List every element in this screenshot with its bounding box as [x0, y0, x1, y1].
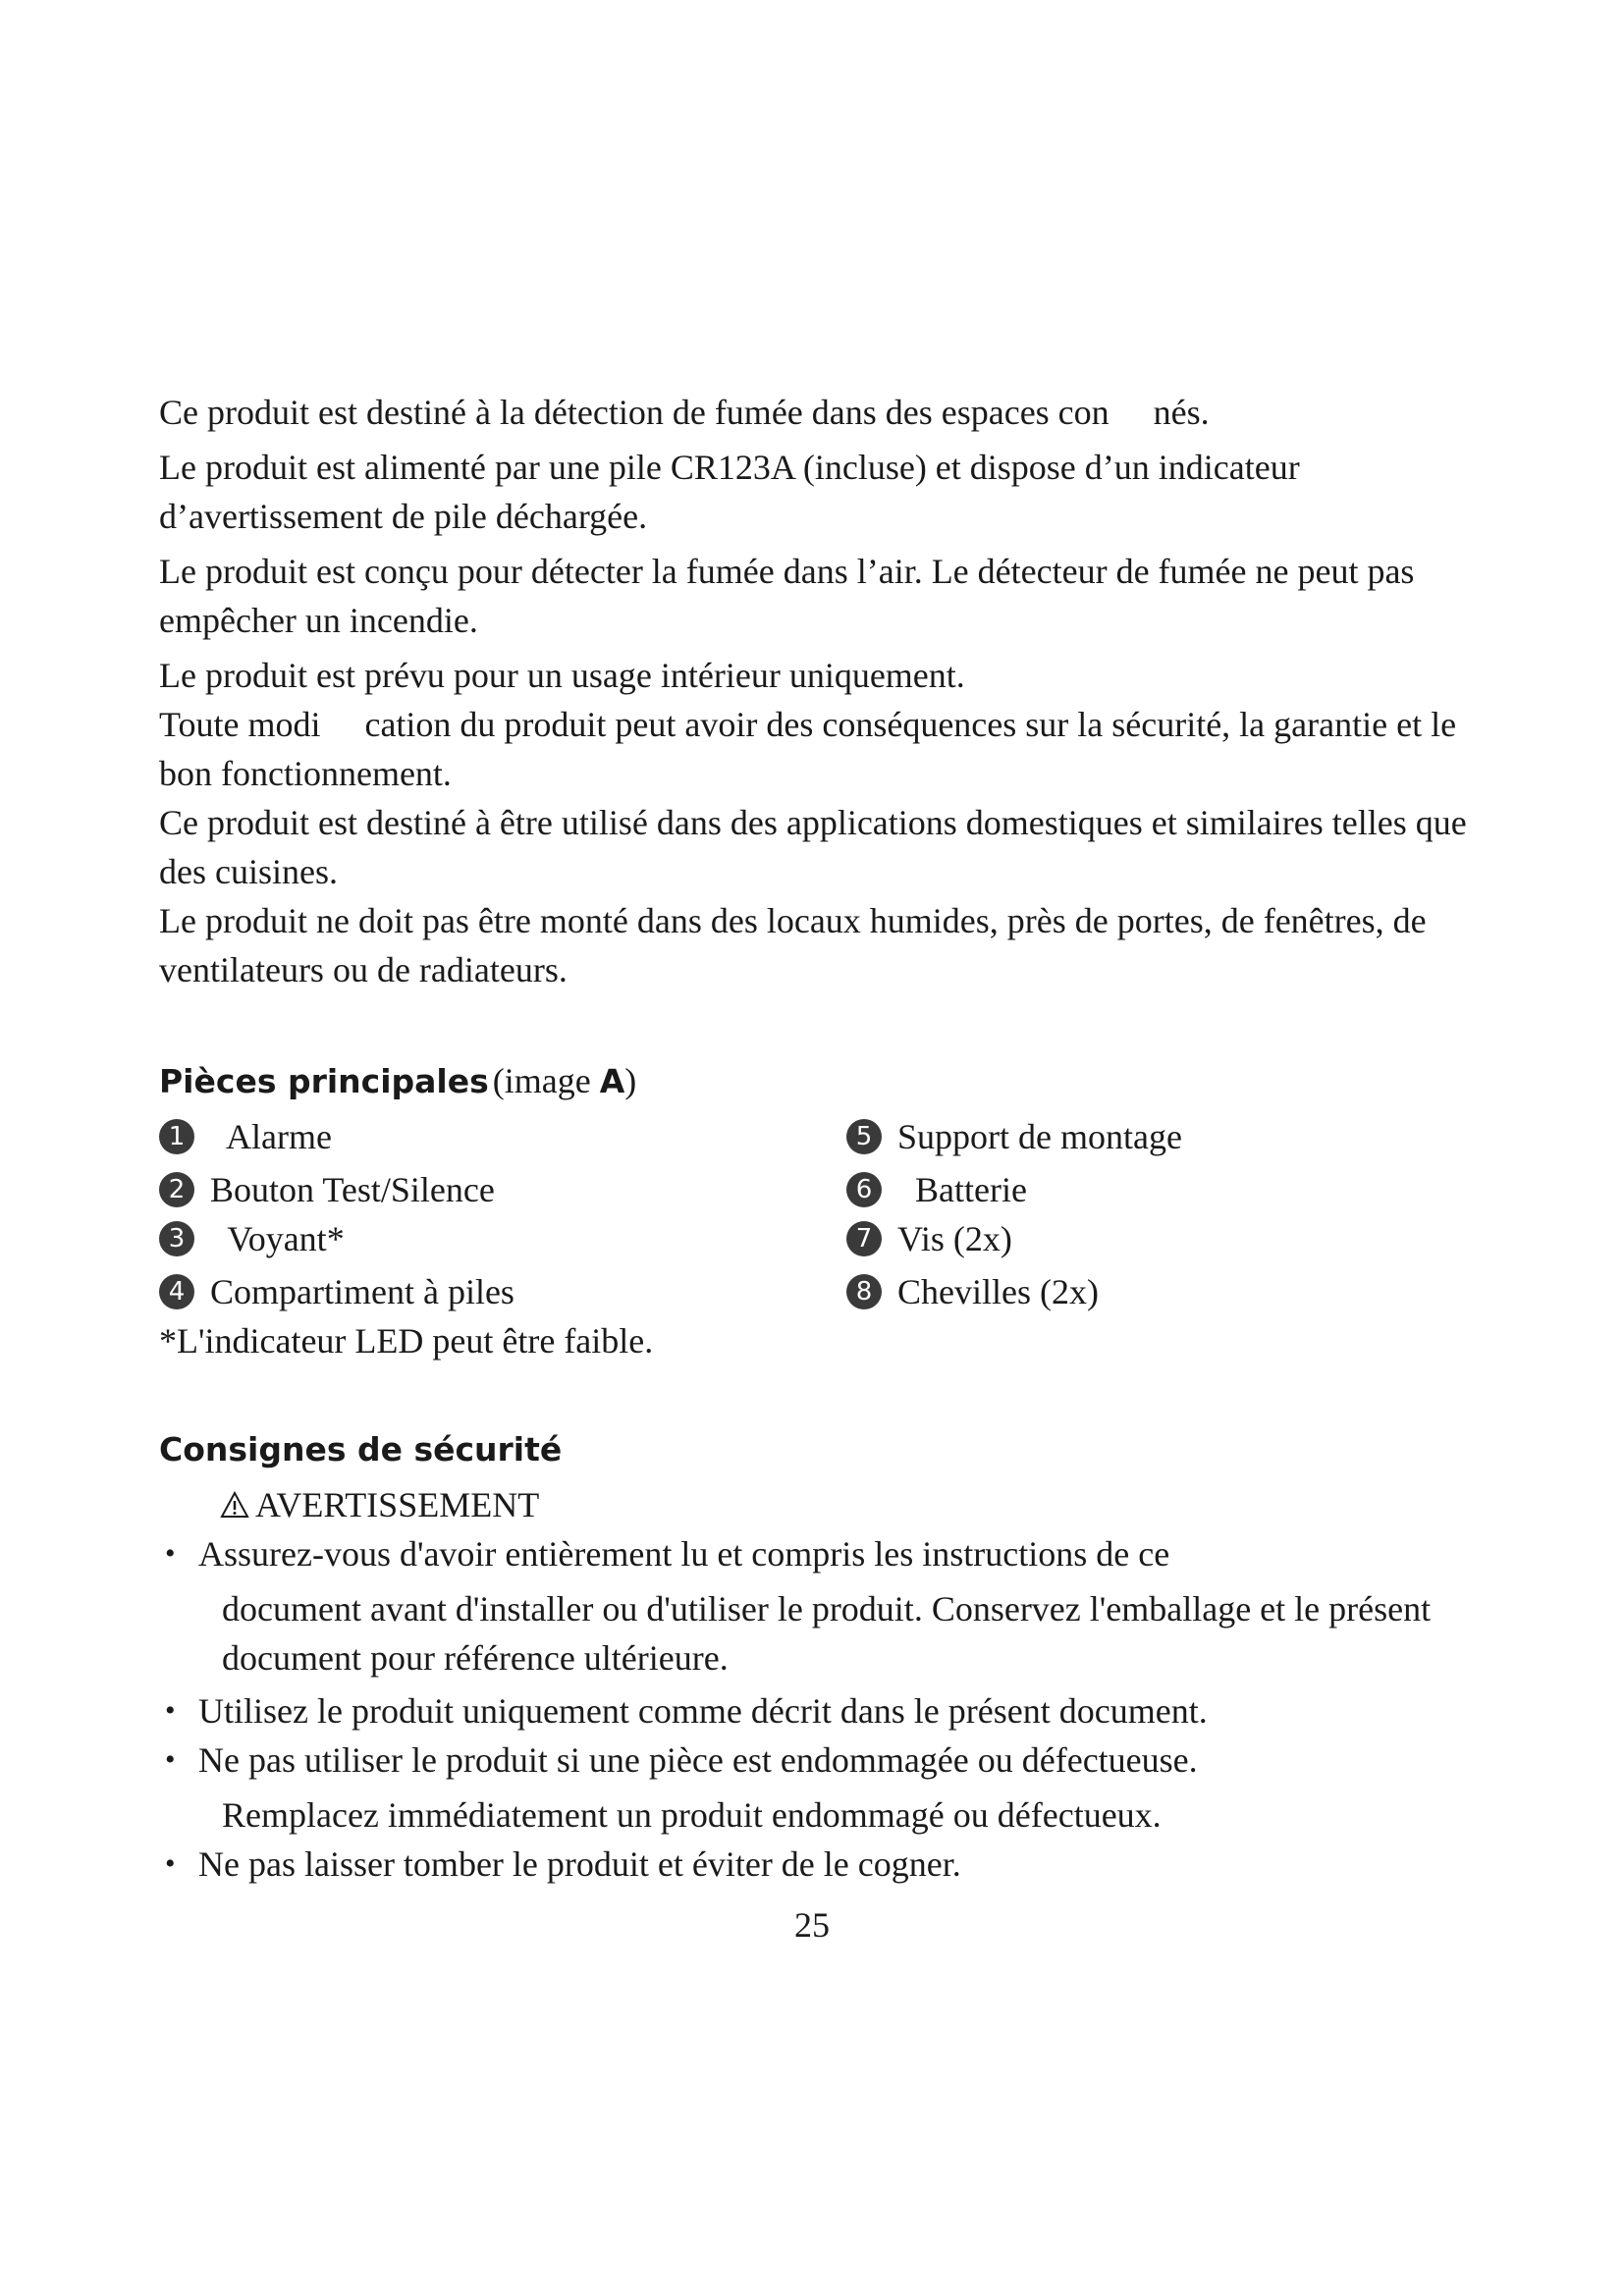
part-item	[159, 1267, 846, 1316]
bullet-icon: •	[165, 1847, 176, 1880]
part-item	[846, 1214, 1435, 1263]
safety-rule-text: Assurez-vous d'avoir entièrement lu et compris les instructions de ce	[198, 1534, 1170, 1574]
parts-heading	[159, 1057, 1475, 1112]
intro-paragraph: Ce produit est destiné à être utilisé dans des applications domestiques et similaires telles que des cuisines.	[159, 803, 1476, 891]
warning-text: AVERTISSEMENT	[255, 1485, 540, 1524]
safety-rule-text: Ne pas utiliser le produit si une pièce est endommagée ou défectueuse.	[198, 1740, 1198, 1780]
parts-image-ref	[493, 1061, 637, 1100]
parts-image-prefix: (image	[492, 1061, 600, 1100]
intro-paragraph: Toute modi cation du produit peut avoir des conséquences sur la sécurité, la garantie et le bon fonctionnement.	[159, 705, 1466, 793]
parts-list	[159, 1112, 1475, 1316]
part-label: Compartiment à piles	[210, 1272, 514, 1311]
part-item	[159, 1112, 846, 1161]
bullet-icon: •	[165, 1537, 176, 1570]
safety-title: Consignes de sécurité	[159, 1430, 563, 1468]
part-label: Chevilles (2x)	[897, 1272, 1099, 1311]
part-number-badge: 7	[846, 1221, 882, 1256]
safety-rule	[159, 1529, 1475, 1682]
part-label: Alarme	[210, 1117, 332, 1156]
bullet-icon: •	[165, 1743, 176, 1776]
part-item	[846, 1267, 1435, 1316]
safety-rule-text: Ne pas laisser tomber le produit et éviter de le cogner.	[198, 1844, 961, 1884]
part-label: Batterie	[897, 1170, 1027, 1209]
part-label: Vis (2x)	[897, 1219, 1012, 1258]
part-item	[159, 1214, 846, 1263]
part-number-badge: 5	[846, 1119, 882, 1154]
intro-section	[159, 388, 1475, 994]
intro-paragraph: Le produit est prévu pour un usage intérieur uniquement.	[159, 656, 965, 695]
part-item	[846, 1112, 1435, 1161]
parts-image-letter: A	[599, 1062, 625, 1100]
part-item	[159, 1165, 846, 1214]
safety-rule-text: Utilisez le produit uniquement comme décrit dans le présent document.	[198, 1691, 1208, 1731]
part-number-badge: 8	[846, 1274, 882, 1309]
part-number-badge: 6	[846, 1172, 882, 1207]
safety-rule	[159, 1735, 1475, 1840]
document-page	[159, 388, 1475, 1889]
safety-rules-list	[159, 1529, 1475, 1889]
part-number-badge: 2	[159, 1172, 194, 1207]
page-number: 25	[794, 1905, 830, 1945]
parts-footnote: *L'indicateur LED peut être faible.	[159, 1321, 654, 1361]
warning-triangle-icon	[220, 1491, 249, 1519]
part-label: Support de montage	[897, 1117, 1182, 1156]
parts-title: Pièces principales	[159, 1062, 489, 1100]
safety-heading	[159, 1426, 1475, 1480]
part-number-badge: 3	[159, 1221, 194, 1256]
parts-image-suffix: )	[624, 1061, 637, 1100]
safety-rule	[159, 1840, 1475, 1889]
part-number-badge: 1	[159, 1119, 194, 1154]
safety-rule-continuation: Remplacez immédiatement un produit endommagé ou défectueux.	[222, 1795, 1162, 1835]
part-label: Voyant*	[210, 1219, 345, 1258]
warning-label	[220, 1480, 1475, 1529]
part-number-badge: 4	[159, 1274, 194, 1309]
safety-rule	[159, 1686, 1475, 1735]
bullet-icon: •	[165, 1694, 176, 1727]
intro-paragraph: Le produit ne doit pas être monté dans des locaux humides, près de portes, de fenêtres, de ventilateurs ou de radiateurs.	[159, 901, 1435, 989]
intro-paragraph: Le produit est conçu pour détecter la fumée dans l’air. Le détecteur de fumée ne peut pas empêcher un incendie.	[159, 552, 1424, 640]
safety-rule-continuation: document avant d'installer ou d'utiliser le produit. Conservez l'emballage et le présent document pour référence ultérieure.	[222, 1589, 1432, 1678]
intro-paragraph: Ce produit est destiné à la détection de fumée dans des espaces con nés.	[159, 393, 1210, 432]
part-label: Bouton Test/Silence	[210, 1170, 495, 1209]
part-item	[846, 1165, 1435, 1214]
intro-paragraph: Le produit est alimenté par une pile CR123A (incluse) et dispose d’un indicateur d’avertissement de pile déchargée.	[159, 448, 1309, 536]
